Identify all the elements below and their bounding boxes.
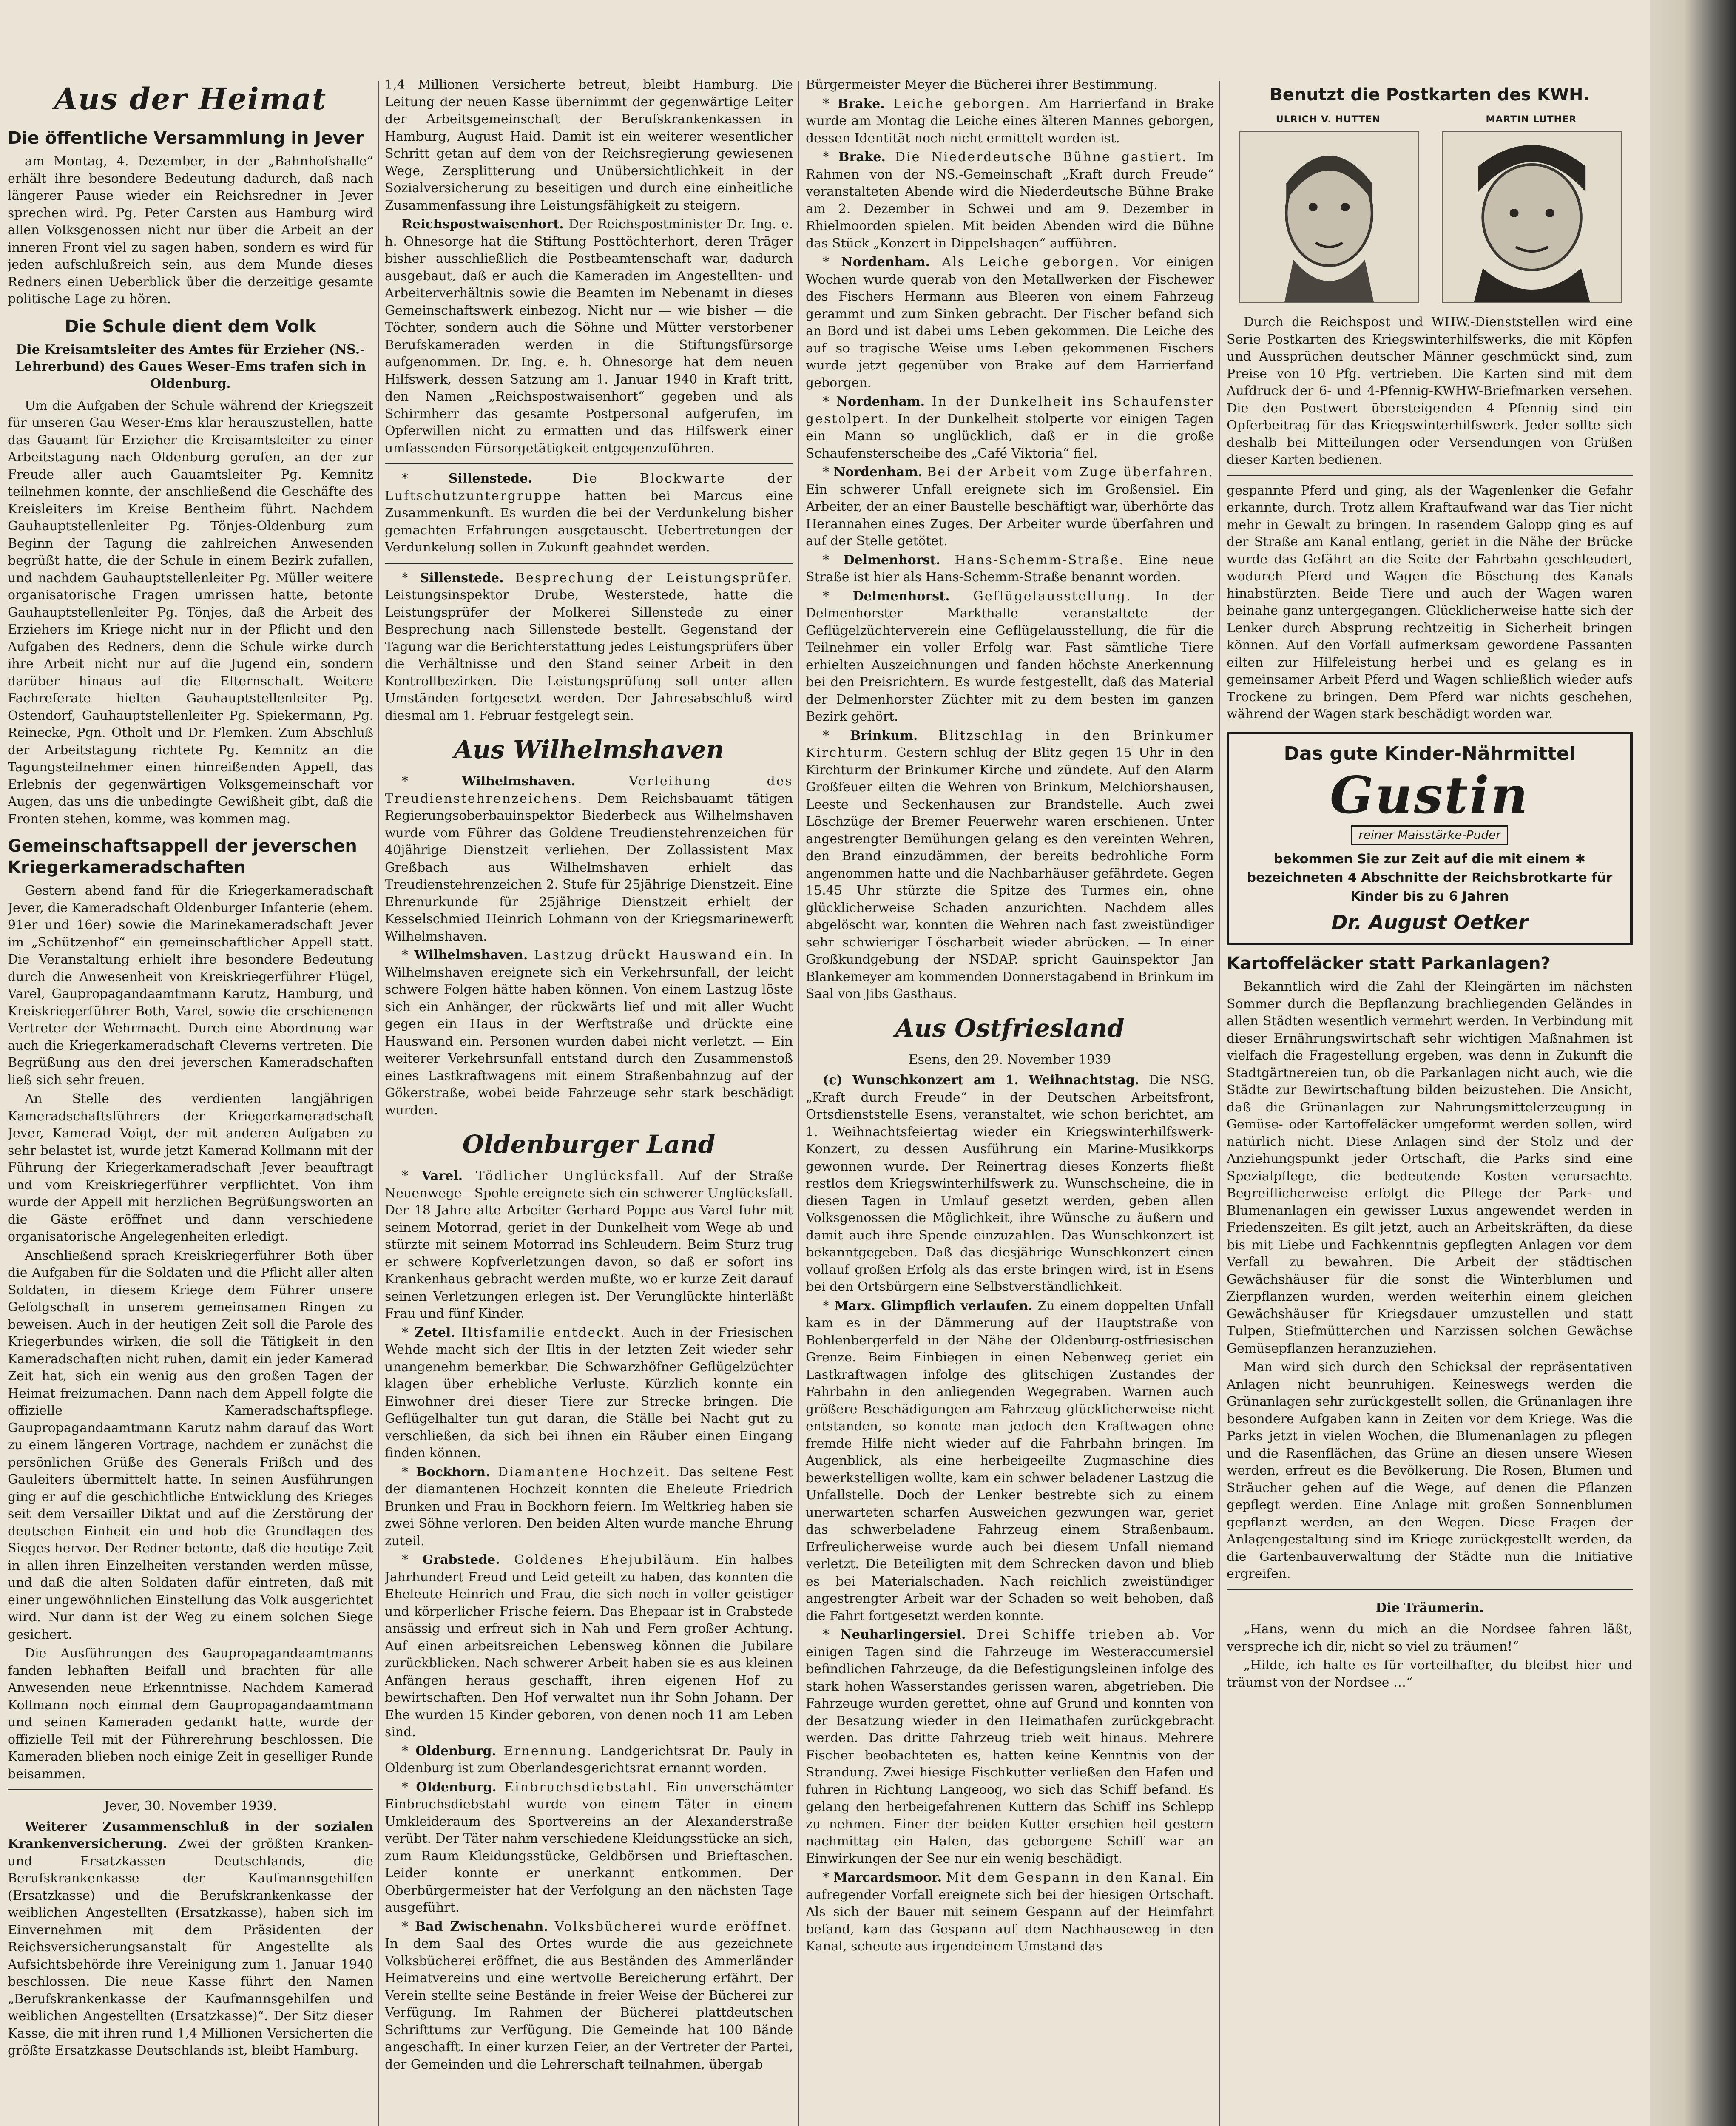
article-body: Zu einem doppelten Unfall kam es in der Dämmerung auf der Hauptstraße von Bohlenbergerfeld in der Nähe der Oldenburg-ostfriesischen Grenze. Beim Einbiegen in einen Nebenweg geriet ein Lastkraftwagen infolge des glitschigen Zustandes der Fahrbahn in den anliegenden Wegegraben. Warnen auch größere Beschädigungen am Fahrzeug glücklicherweise nicht entstanden, so konnte man jedoch den Kraftwagen ohne fremde Hilfe nicht wieder auf die Fahrbahn bringen. Im Augenblick, als eine herbeigeeilte Zugmaschine dies bewerkstelligen wollte, kam ein schwer beladener Lastzug die Unfallstelle. Doch der Lenker bestrebte sich zu einem unerwarteten scharfen Ausweichen gezwungen war, geriet das schwerbeladene Fahrzeug einem Straßenbaum. Erfreulicherweise wurde auch bei diesem Unfall niemand verletzt. Die Beteiligten mit dem Schrecken davon und blieb es bei Materialschaden. Nach reichlich zweistündiger angestrengter Arbeit war der Schaden so weit behoben, daß die Fahrt fortgesetzt werden konnte. xyxy=(806,1298,1214,1623)
article-body: Eine neue Straße ist hier als Hans-Schemm-Straße benannt worden. xyxy=(806,552,1214,585)
article-body: Vor einigen Tagen sind die Fahrzeuge im Westeraccumersiel befindlichen Fahrzeuge, da die Befestigungsleinen infolge des stark hohen Wasserstandes gerissen waren, abgetrieben. Die Fahrzeuge wurden gerettet, ohne auf Grund und konnten von der Besatzung wieder in den Heimathafen zurückgebracht werden. Das dritte Fahrzeug trieb weit hinaus. Mehrere Fischer beobachteten es, hatten keine Kenntnis von der Strandung. Zwei hiesige Fischkutter verließen den Hafen und fuhren in Richtung Langeoog, wo sich das Schiff befand. Es gelang den herbeigefahrenen Kuttern das Schiff ins Schlepp zu nehmen. Einer der beiden Kutter erschien heil gestern nachmittag ein Hafen, das geborgene Schiff war an Einwirkungen der See nur ein wenig beschädigt. xyxy=(806,1627,1214,1866)
article-body: Landgerichtsrat Dr. Pauly in Oldenburg ist zum Oberlandesgerichtsrat ernannt worden. xyxy=(385,1743,793,1776)
article-lead: Sillenstede. xyxy=(448,471,532,486)
postcard-name: ULRICH V. HUTTEN xyxy=(1276,114,1381,125)
article-body: Vor einigen Wochen wurde querab von den Metallwerken der Fischewer des Fischers Hermann aus Bleeren von einem Fahrzeug gerammt und zum Sinken gebracht. Der Fischer befand sich an Bord und ist dabei ums Leben gekommen. Die Leiche des auf so tragische Weise ums Leben gekommenen Fischers wurde jetzt gegenüber von Brake auf dem Harrierfand geborgen. xyxy=(806,255,1214,390)
article-body: Bürgermeister Meyer die Bücherei ihrer Bestimmung. xyxy=(806,77,1158,92)
divider xyxy=(385,463,793,464)
article-lead: Neuharlingersiel. xyxy=(840,1627,966,1642)
article-body: In dem Saal des Ortes wurde die aus gezeichnete Volksbücherei eröffnet, die aus Beständen des Ammerländer Heimatvereins und eine wertvolle Bereicherung erfährt. Der Verein stellte seine Bestände in freier Weise der Bücherei zur Verfügung. Im Rahmen der Bücherei plattdeutschen Schrifttums zur Verfügung. Die Gemeinde hat 100 Bände angeschafft. In einer kurzen Feier, an der Vertreter der Partei, der Gemeinden und die Lehrerschaft teilnahmen, übergab xyxy=(385,1936,793,2072)
article-spaced-title: Goldenes Ehejubiläum. xyxy=(514,1552,701,1567)
column-2: 1,4 Millionen Versicherte betreut, bleibt Hamburg. Die Leitung der neuen Kasse übernimmt der gegenwärtige Leiter der Arbeitsgemeinschaft der Berufskrankenkassen in Hamburg, August Haid. Damit ist ein weiterer wesentlicher Schritt getan auf dem von der Reichsregierung gewiesenen Wege, Zersplitterung und Unübersichtlichkeit in der Sozialversicherung zu beseitigen und durch eine einheitliche Zusammenfassung ihre Leistungsfähigkeit zu steigern. Reichspostwaisenhort. Der Reichspostminister Dr. Ing. e. h. Ohnesorge hat die Stiftung Posttöchterhort, deren Träger bisher ausschließlich die Postbeamtenschaft war, dadurch ausgebaut, daß er auch die Kameraden im Angestellten- und Arbeiterverhältnis sowie die Beamten im Nebenamt in dieses Gemeinschaftswerk einbezog. Nicht nur — wie bisher — die Töchter, sondern auch die Söhne und Mütter verstorbener Berufskameraden werden in die Stiftungsfürsorge aufgenommen. Dr. Ing. e. h. Ohnesorge hat dem neuen Hilfswerk, dessen Satzung am 1. Januar 1940 in Kraft tritt, den Namen „Reichspostwaisenhort“ gegeben und als Schirmherr das gesamte Postpersonal aufgerufen, im Opferwillen nicht zu ermatten und das Hilfswerk einer umfassenden Fürsorgetätigkeit entgegenzuführen. * Sillenstede. Die Blockwarte der Luftschutzuntergruppe hatten bei Marcus eine Zusammenkunft. Es wurden die bei der Verdunkelung bisher gemachten Erfahrungen ausgetauscht. Uebertretungen der Verdunkelung sollen in Zukunft geahndet werden. * Sillenstede. Besprechung der Leistungsprüfer. Leistungsinspektor Drube, Westerstede, hatte die Leistungsprüfer der Molkerei Sillenstede zu einer Besprechung nach Sillenstede bestellt. Gegenstand der Tagung war die Berichterstattung jedes Leistungsprüfers über die Verhältnisse und den Stand seiner Arbeit in den Kontrollbezirken. Die Leistungsprüfung soll unter allen Umständen fortgesetzt werden. Der Jahresabschluß wird diesmal am 1. Februar festgelegt sein. Aus Wilhelmshaven * Wilhelmshaven. Verleihung des Treudienstehrenzeichens. Dem Reichsbauamt tätigen Regierungsoberbauinspektor Biederbeck aus Wilhelmshaven wurde vom Führer das Goldene Treudienstehrenzeichen für 40jährige Dienstzeit verliehen. Der Zollassistent Max Greßbach aus Wilhelmshaven erhielt das Treudienstehrenzeichen 2. Stufe für 25jährige Dienstzeit. Eine Ehrenurkunde für 25jährige Dienstzeit erhielt der Kesselschmied Heinrich Lohmann von der Kriegsmarinewerft Wilhelmshaven. * Wilhelmshaven. Lastzug drückt Hauswand ein. In Wilhelmshaven ereignete sich ein Verkehrsunfall, der leicht schwere Folgen hätte haben können. Von einem Lastzug löste sich ein Anhänger, der rückwärts lief und mit aller Wucht gegen ein Haus in der Werftstraße und drückte eine Hauswand ein. Personen wurden dabei nicht verletzt. — Ein weiterer Verkehrsunfall entstand durch den Zusammenstoß eines Lastkraftwagens mit einem Straßenbahnzug auf der Gökerstraße, wobei beide Fahrzeuge sehr stark beschädigt wurden. Oldenburger Land * Varel. Tödlicher Unglücksfall. Auf der Straße Neuenwege—Spohle ereignete sich ein schwerer Unglücksfall. Der 18 Jahre alte Arbeiter Gerhard Poppe aus Varel fuhr mit seinem Motorrad, geriet in der Dunkelheit vom Wege ab und stürzte mit seinem Motorrad ins Schleudern. Beim Sturz trug er schwere Kopfverletzungen davon, so daß er sofort ins Krankenhaus gebracht werden mußte, wo er kurze Zeit darauf seinen Verletzungen erlegen ist. Der Verunglückte hinterläßt Frau und fünf Kinder. * Zetel. Iltisfamilie entdeckt. Auch in der Friesischen Wehde macht sich der Iltis in der letzten Zeit wieder sehr unangenehm bemerkbar. Die Schwarzhöfner Geflügelzüchter klagen über erhebliche Verluste. Kürzlich konnte ein Einwohner drei dieser Tiere zur Strecke bringen. Die Geflügelhalter tun gut daran, die Ställe bei Nacht gut zu verschließen, da sich bei ihnen ein Räuber einen Eingang finden können. * Bockhorn. Diamantene Hochzeit. Das seltene Fest der diamantenen Hochzeit konnten die Eheleute Friedrich Brunken und Frau in Bockhorn feiern. Im Weltkrieg haben sie zwei Söhne verloren. Den beiden Alten wurde manche Ehrung zuteil. * Grabstede. Goldenes Ehejubiläum. Ein halbes Jahrhundert Freud und Leid geteilt zu haben, das konnten die Eheleute Heinrich und Frau, die sich noch in voller geistiger und körperlicher Frische feiern. Das Ehepaar ist in Grabstede ansässig und erfreut sich in Nah und Fern großer Achtung. Auf einen arbeitsreichen Lebensweg können die Jubilare zurückblicken. Nach schwerer Arbeit haben sie es aus kleinen Anfängen heraus geschafft, ihren eigenen Hof zu bewirtschaften. Den Hof verwaltet nun ihr Sohn Johann. Der Ehe wurden 15 Kinder geboren, von denen noch 11 am Leben sind. * Oldenburg. Ernennung. Landgerichtsrat Dr. Pauly in Oldenburg ist zum Oberlandesgerichtsrat ernannt worden. * Oldenburg. Einbruchsdiebstahl. Ein unverschämter Einbruchsdiebstahl wurde von einem Täter in einem Umkleideraum des Sportvereins an der Alexanderstraße verübt. Der Täter nahm verschiedene Kleidungsstücke an sich, zum Raum Kleidungsstücke, Geldbörsen und Brieftaschen. Leider konnte er unerkannt entkommen. Der Oberbürgermeister hat der Verfolgung an den nächsten Tage ausgeführt. * Bad Zwischenahn. Volksbücherei wurde eröffnet. In dem Saal des Ortes wurde die aus gezeichnete Volksbücherei eröffnet, die aus Beständen des Ammerländer Heimatvereins und eine wertvolle Bereicherung erfährt. Der Verein stellte seine Bestände in freier Weise der Bücherei zur Verfügung. Im Rahmen der Bücherei plattdeutschen Schrifttums zur Verfügung. Die Gemeinde hat 100 Bände angeschafft. In einer kurzen Feier, an der Vertreter der Partei, der Gemeinden und die Lehrerschaft teilnahmen, übergab xyxy=(385,77,793,2072)
section-title-ostfriesland: Aus Ostfriesland xyxy=(895,1013,1125,1043)
column-4 xyxy=(1227,77,1633,2126)
article-body: In Wilhelmshaven ereignete sich ein Verkehrsunfall, der leicht schwere Folgen hätte haben können. Von einem Lastzug löste sich ein Anhänger, der rückwärts lief und mit aller Wucht gegen ein Haus in der Werftstraße und drückte eine Hauswand ein. Personen wurden dabei nicht verletzt. — Ein weiterer Verkehrsunfall entstand durch den Zusammenstoß eines Lastkraftwagens mit einem Straßenbahnzug auf der Gökerstraße, wobei beide Fahrzeuge sehr stark beschädigt wurden. xyxy=(385,948,793,1118)
article-heading: Die Schule dient dem Volk xyxy=(65,316,316,336)
article-body: Gestern schlug der Blitz gegen 15 Uhr in den Kirchturm der Brinkumer Kirche und zündete. Auf den Alarm Großfeuer eilten die Wehren von Brinkum, Melchiorshausen, Leeste und Seckenhausen zur Brandstelle. Auch zwei Löschzüge der Bremer Feuerwehr waren erschienen. Unter angestrengter Bemühungen gelang es den vereinten Wehren, den Brand einzudämmen, der bereits bedrohliche Form angenommen hatte und die Nachbarhäuser gefährdete. Gegen 15.45 Uhr stürzte die Spitze des Turmes ein, ohne glücklicherweise Schaden anzurichten. Nachdem alles abgelöscht war, konnten die Wehren nach fast zweistündiger sehr schwieriger Löscharbeit wieder abrücken. — In einer Großkundgebung der NSDAP. spricht Gauinspektor Jan Blankemeyer am kommenden Donnerstagabend in Brinkum im Saal von Jibs Gasthaus. xyxy=(806,745,1214,1001)
dateline: Esens, den 29. November 1939 xyxy=(908,1052,1111,1067)
article-lead: Sillenstede. xyxy=(420,570,504,586)
portrait-hutten-icon xyxy=(1239,131,1419,303)
advertisement-gustin xyxy=(1227,732,1633,946)
article-lead: Zetel. xyxy=(414,1325,455,1340)
article-lead: Grabstede. xyxy=(422,1552,500,1567)
article-body: Der Reichspostminister Dr. Ing. e. h. Ohnesorge hat die Stiftung Posttöchterhort, deren Träger bisher ausschließlich die Postbeamtenschaft war, dadurch ausgebaut, daß er auch die Kameraden im Angestellten- und Arbeiterverhältnis sowie die Beamten im Nebenamt in dieses Gemeinschaftswerk einbezog. Nicht nur — wie bisher — die Töchter, sondern auch die Söhne und Mütter verstorbener Berufskameraden werden in die Stiftungsfürsorge aufgenommen. Dr. Ing. e. h. Ohnesorge hat dem neuen Hilfswerk, dessen Satzung am 1. Januar 1940 in Kraft tritt, den Namen „Reichspostwaisenhort“ gegeben und als Schirmherr das gesamte Postpersonal aufgerufen, im Opferwillen nicht zu ermatten und das Hilfswerk einer umfassenden Fürsorgetätigkeit entgegenzuführen. xyxy=(385,217,793,456)
article-lead: Nordenham. xyxy=(836,394,925,409)
article-heading: Kartoffeläcker statt Parkanlagen? xyxy=(1227,954,1551,973)
article-lead: Wilhelmshaven. xyxy=(462,774,576,789)
article-body: Das seltene Fest der diamantenen Hochzeit konnten die Eheleute Friedrich Brunken und Frau in Bockhorn feiern. Im Weltkrieg haben sie zwei Söhne verloren. Den beiden Alten wurde manche Ehrung zuteil. xyxy=(385,1464,793,1549)
postcard-illustrations xyxy=(1227,111,1633,308)
article-spaced-title: Leiche geborgen. xyxy=(893,96,1031,111)
article-spaced-title: Ernennung. xyxy=(503,1743,593,1759)
column-rule xyxy=(378,81,379,2126)
article-spaced-title: Hans-Schemm-Straße. xyxy=(955,552,1125,568)
column-rule xyxy=(1219,81,1220,2126)
article-spaced-title: In der Dunkelheit ins Schaufenster gestolpert. xyxy=(806,394,1214,426)
article-spaced-title: Bei der Arbeit vom Zuge überfahren. xyxy=(927,465,1214,480)
article-body: Bekanntlich wird die Zahl der Kleingärten im nächsten Sommer durch die Bepflanzung brachliegenden Geländes in allen Städten wesentlich vermehrt werden. In Verbindung mit dieser Ernährungswirtschaft sehr wichtigen Maßnahmen ist vielfach die Fragestellung ergeben, was denn in Zukunft die Stadtgärtnereien tun, ob die Parkanlagen nicht auch, wie die Städte zur Bewirtschaftung bilden beizustehen. Die Ansicht, daß die Grünanlagen zur Nahrungsmittelerzeugung in Gemüse- oder Kartoffeläcker umgeformt werden sollen, wird natürlich nicht. Diese Anlagen sind der Stolz und der Anziehungspunkt jeder Ortschaft, die Parks sind eine Spezialpflege, die bedeutende Kosten verursachte. Begreiflicherweise erfolgt die Pflege der Park- und Blumenanlagen ein gewisser Luxus angewendet werden in Friedenszeiten. Es gilt jetzt, auch an Arbeitskräften, da diese bis mit Liebe und Fachkenntnis gepflegten Anlagen vor dem Verfall zu bewahren. Die Arbeit der städtischen Gewächshäuser für die sonst die Winterblumen und Zierpflanzen wurden, werden weiterhin einem gleichen Gewächshäuser für Kriegsdauer umzustellen und statt Tulpen, Stiefmütterchen und Narzissen solchen Gewächse Gemüsepflanzen heranzuziehen. xyxy=(1227,979,1633,1356)
dateline: Jever, 30. November 1939. xyxy=(104,1799,277,1813)
article-lead: Wilhelmshaven. xyxy=(414,948,528,963)
article-heading: Benutzt die Postkarten des KWH. xyxy=(1270,85,1590,105)
article-spaced-title: Tödlicher Unglücksfall. xyxy=(476,1168,665,1183)
divider xyxy=(8,1789,373,1790)
article-body: Im Rahmen von der NS.-Gemeinschaft „Kraft durch Freude“ veranstalteten Abende wird die Niederdeutsche Bühne Brake am 2. Dezember in Schwei und am 9. Dezember in Rhielmoorden spielen. Mit beiden Abenden wird die Bühne das Stück „Konzert in Dippelshagen“ aufführen. xyxy=(806,150,1214,251)
article-heading: Gemeinschaftsappell der jeverschen Kriegerkameradschaften xyxy=(8,836,357,877)
article-spaced-title: Besprechung der Leistungsprüfer. xyxy=(515,570,793,586)
masthead-aus-der-heimat: Aus der Heimat xyxy=(54,81,327,117)
article-lead: Weiterer Zusammenschluß in der sozialen Krankenversicherung. xyxy=(8,1819,373,1851)
article-subheading: Die Kreisamtsleiter des Amtes für Erzieher (NS.-Lehrerbund) des Gaues Weser-Ems trafen sich in Oldenburg. xyxy=(15,342,366,391)
article-body: An Stelle des verdienten langjährigen Kameradschaftsführers der Kriegerkameradschaft Jever, Kamerad Voigt, der mit anderen Aufgaben zu sehr belastet ist, wurde jetzt Kamerad Kollmann mit der Führung der Kriegerkameradschaft Jever beauftragt und vom Kreiskriegerführer verpflichtet. Von ihm wurde der Appell mit herzlichen Begrüßungsworten an die Gäste eröffnet und dann verschiedene organisatorische Angelegenheiten erledigt. xyxy=(8,1091,373,1244)
ad-text: bekommen Sie zur Zeit auf die mit einem ✱ bezeichneten 4 Abschnitte der Reichsbrotkarte für Kinder bis zu 6 Jahren xyxy=(1247,852,1613,904)
article-lead: Nordenham. xyxy=(841,255,930,270)
article-body: Auch in der Friesischen Wehde macht sich der Iltis in der letzten Zeit wieder sehr unangenehm bemerkbar. Die Schwarzhöfner Geflügelzüchter klagen über erhebliche Verluste. Kürzlich konnte ein Einwohner drei dieser Tiere zur Strecke bringen. Die Geflügelhalter tun gut daran, die Ställe bei Nacht gut zu verschließen, da sich bei ihnen ein Räuber einen Eingang finden können. xyxy=(385,1325,793,1461)
article-spaced-title: Diamantene Hochzeit. xyxy=(498,1464,671,1480)
article-body: Ein halbes Jahrhundert Freud und Leid geteilt zu haben, das konnten die Eheleute Heinrich und Frau, die sich noch in voller geistiger und körperlicher Frische feiern. Das Ehepaar ist in Grabstede ansässig und erfreut sich in Nah und Fern großer Achtung. Auf einen arbeitsreichen Lebensweg können die Jubilare zurückblicken. Nach schwerer Arbeit haben sie es aus kleinen Anfängen heraus geschafft, ihren eigenen Hof zu bewirtschaften. Den Hof verwaltet nun ihr Sohn Johann. Der Ehe wurden 15 Kinder geboren, von denen noch 11 am Leben sind. xyxy=(385,1552,793,1739)
article-lead: Nordenham. xyxy=(833,465,923,480)
divider xyxy=(385,563,793,564)
anecdote-body: „Hans, wenn du mich an die Nordsee fahren läßt, verspreche ich dir, nicht so viel zu träumen!“ xyxy=(1227,1622,1633,1654)
article-body: Auf der Straße Neuenwege—Spohle ereignete sich ein schwerer Unglücksfall. Der 18 Jahre alte Arbeiter Gerhard Poppe aus Varel fuhr mit seinem Motorrad, geriet in der Dunkelheit vom Wege ab und stürzte mit seinem Motorrad ins Schleudern. Beim Sturz trug er schwere Kopfverletzungen davon, so daß er sofort ins Krankenhaus gebracht werden mußte, wo er kurze Zeit darauf seinen Verletzungen erlegen ist. Der Verunglückte hinterläßt Frau und fünf Kinder. xyxy=(385,1168,793,1321)
divider xyxy=(1227,475,1633,476)
article-lead: Marx. Glimpflich verlaufen. xyxy=(834,1298,1033,1313)
portrait-luther-icon xyxy=(1442,131,1622,303)
article-body: am Montag, 4. Dezember, in der „Bahnhofshalle“ erhält ihre besondere Bedeutung dadurch, daß nach längerer Pause wieder ein Reichsredner in Jever sprechen wird. Pg. Peter Carsten aus Hamburg wird allen Volksgenossen nicht nur über die Arbeit an der inneren Front viel zu sagen haben, sondern es wird für jeden aufschlußreich sein, aus dem Munde dieses Redners einen Ueberblick über die derzeitige gesamte politische Lage zu hören. xyxy=(8,154,373,307)
article-body: Anschließend sprach Kreiskriegerführer Both über die Aufgaben für die Soldaten und die Pflicht aller alten Soldaten, in diesem Kriege dem Führer unsere Gefolgschaft in unserem gemeinsamen Ringen zu beweisen. Auch in der heutigen Zeit soll die Parole des Kriegerbundes wirken, die soll die Tätigkeit in den Kameradschaften nicht ruhen, damit ein jeder Kamerad Zeit hat, sich ein wenig aus den großen Tagen der Heimat freizumachen. Dann nach dem Appell folgte die offizielle Kameradschaftspflege. Gaupropagandaamtmann Karutz nahm darauf das Wort zu einem längeren Vortrage, nachdem er zunächst die persönlichen Grüße des Generals Frißch und des Gauleiters übermittelt hatte. In seinen Ausführungen ging er auf die geschichtliche Entwicklung des Krieges seit dem Versailler Diktat und auf die Zerstörung der deutschen Einheit ein und hob die Grundlagen des Sieges hervor. Der Redner betonte, daß die heutige Zeit in allen ihren Einzelheiten verstanden werden müsse, und daß die alten Soldaten dafür eintreten, daß mit einer ungewöhnlichen Einstellung das Volk ausgerichtet wird. Nur dann ist der Weg zu einem solchen Siege gesichert. xyxy=(8,1248,373,1642)
postcard-luther xyxy=(1442,111,1620,308)
ad-firm: Dr. August Oetker xyxy=(1331,911,1528,934)
article-spaced-title: Blitzschlag in den Brinkumer Kirchturm. xyxy=(806,728,1214,760)
anecdote-title: Die Träumerin. xyxy=(1375,1600,1484,1615)
ad-tagline: reiner Maisstärke-Puder xyxy=(1351,825,1508,845)
article-spaced-title: Iltisfamilie entdeckt. xyxy=(461,1325,626,1340)
page-edge xyxy=(1650,0,1736,2126)
article-body: hatten bei Marcus eine Zusammenkunft. Es wurden die bei der Verdunkelung bisher gemachten Erfahrungen ausgetauscht. Uebertretungen der Verdunkelung sollen in Zukunft geahndet werden. xyxy=(385,488,793,555)
article-spaced-title: Die Niederdeutsche Bühne gastiert. xyxy=(895,150,1188,165)
article-body: Die NSG. „Kraft durch Freude“ in der Deutschen Arbeitsfront, Ortsdienststelle Esens, veranstaltet, wie schon berichtet, am 1. Weihnachtsfeiertag wieder ein Kriegswinterhilfswerk-Konzert, zu dessen Ausführung ein Marine-Musikkorps gewonnen wurde. Der Reinertrag dieses Konzerts fließt restlos dem Kriegswinterhilfswerk zu. Wunschscheine, die in diesen Tagen in Umlauf gesetzt werden, geben allen Volksgenossen die Möglichkeit, ihre Wünsche zu äußern und damit auch ihre Spende einzuzahlen. Das Wunschkonzert ist bekanntgegeben. Daß das diesjährige Wunschkonzert einen vollauf großen Erfolg als das erste bringen wird, ist in Esens bei den Ortsbürgern eine Selbstverständlichkeit. xyxy=(806,1073,1214,1294)
column-rule xyxy=(798,81,799,2126)
article-body: Ein aufregender Vorfall ereignete sich bei der hiesigen Ortschaft. Als sich der Bauer mit seinem Gespann auf der Heimfahrt befand, kam das Gespann auf dem Nachhauseweg in den Kanal, scheute aus irgendeinem Umstand das xyxy=(806,1870,1214,1954)
article-body: Man wird sich durch den Schicksal der repräsentativen Anlagen nicht beunruhigen. Keineswegs werden die Grünanlagen sehr zurückgestellt sollen, die Grünanlagen ihre besondere Aufgaben kann in Zeiten vor dem Kriege. Was die Parks jetzt in vielen Wochen, die Blumenanlagen zu pflegen und die Rasenflächen, das Grüne an diesen unsere Wiesen werden, erfreut es die Bevölkerung. Die Rosen, Blumen und Sträucher gehen auf die Wege, auf denen die Pflanzen gepflegt werden. Eine Anlage mit großen Sonnenblumen gepflanzt werden, an den Wegen. Diese Fragen der Anlagengestaltung sind im Kriege zurückgestellt werden, da die Gartenbauverwaltung der Städte nun die Initiative ergreifen. xyxy=(1227,1360,1633,1581)
article-body: Die Ausführungen des Gaupropagandaamtmanns fanden lebhaften Beifall und brachten für alle Anwesenden neue Erkenntnisse. Nachdem Kamerad Kollmann noch einmal dem Gaupropagandaamtmann und seinen Kameraden gedankt hatte, wurde der offizielle Teil mit der Führerehrung beschlossen. Die Kameraden blieben noch einige Zeit in geselliger Runde beisammen. xyxy=(8,1646,373,1782)
article-body: gespannte Pferd und ging, als der Wagenlenker die Gefahr erkannte, durch. Trotz allem Kraftaufwand war das Tier nicht mehr in Gewalt zu bringen. In rasendem Galopp ging es auf der Straße am Kanal entlang, geriet in die Nähe der Brücke wurde das Gefährt an die Seite der Fahrbahn geschleudert, wodurch Pferd und Wagen die Böschung des Kanals hinabstürzten. Beide Tiere und auch der Wagen waren beinahe ganz untergegangen. Glücklicherweise hatte sich der Lenker durch Absprung rechtzeitig in Sicherheit bringen können. Auf den Vorfall aufmerksam gewordene Passanten eilten zur Hilfeleistung herbei und es gelang es in gemeinsamer Arbeit Pferd und Wagen schließlich wieder aufs Trockene zu bringen. Dem Pferd war nichts geschehen, während der Wagen stark beschädigt worden war. xyxy=(1227,483,1633,722)
article-spaced-title: Verleihung des Treudienstehrenzeichens. xyxy=(385,774,793,806)
article-heading: Die öffentliche Versammlung in Jever xyxy=(8,128,364,148)
article-lead: Brinkum. xyxy=(850,728,918,743)
article-lead: Delmenhorst. xyxy=(852,588,950,604)
article-lead: Delmenhorst. xyxy=(843,552,940,568)
article-spaced-title: Lastzug drückt Hauswand ein. xyxy=(534,948,774,963)
article-body: Durch die Reichspost und WHW.-Dienststellen wird eine Serie Postkarten des Kriegswinterhilfswerks, die mit Köpfen und Aussprüchen deutscher Männer geschmückt sind, zum Preise von 10 Pfg. vertrieben. Die Karten sind mit dem Aufdruck der 6- und 4-Pfennig-KWHW-Briefmarken versehen. Die den Postwert übersteigenden 4 Pfennig sind ein Opferbeitrag für das Kriegswinterhilfswerk. Jeder sollte sich deshalb bei Mitteilungen oder Versendungen von Grüßen dieser Karten bedienen. xyxy=(1227,315,1633,467)
article-lead: Oldenburg. xyxy=(416,1779,497,1795)
article-spaced-title: Volksbücherei wurde eröffnet. xyxy=(554,1919,793,1934)
postcard-name: MARTIN LUTHER xyxy=(1486,114,1577,125)
article-lead: Oldenburg. xyxy=(415,1743,496,1759)
section-title-oldenburger-land: Oldenburger Land xyxy=(462,1130,716,1159)
divider xyxy=(1227,1589,1633,1590)
column-3: Bürgermeister Meyer die Bücherei ihrer Bestimmung. * Brake. Leiche geborgen. Am Harrierfand in Brake wurde am Montag die Leiche eines älteren Mannes geborgen, dessen Identität noch nicht ermittelt worden ist. * Brake. Die Niederdeutsche Bühne gastiert. Im Rahmen von der NS.-Gemeinschaft „Kraft durch Freude“ veranstalteten Abende wird die Niederdeutsche Bühne Brake am 2. Dezember in Schwei und am 9. Dezember in Rhielmoorden spielen. Mit beiden Abenden wird die Bühne das Stück „Konzert in Dippelshagen“ aufführen. * Nordenham. Als Leiche geborgen. Vor einigen Wochen wurde querab von den Metallwerken der Fischewer des Fischers Hermann aus Bleeren von einem Fahrzeug gerammt und zum Sinken gebracht. Der Fischer befand sich an Bord und ist dabei ums Leben gekommen. Die Leiche des auf so tragische Weise ums Leben gekommenen Fischers wurde jetzt gegenüber von Brake auf dem Harrierfand geborgen. * Nordenham. In der Dunkelheit ins Schaufenster gestolpert. In der Dunkelheit stolperte vor einigen Tagen ein Mann so unglücklich, daß er in die große Schaufensterscheibe des „Café Viktoria“ fiel. * Nordenham. Bei der Arbeit vom Zuge überfahren. Ein schwerer Unfall ereignete sich im Großensiel. Ein Arbeiter, der an einer Baustelle beschäftigt war, überhörte das Herannahen eines Zuges. Der Arbeiter wurde überfahren und auf der Stelle getötet. * Delmenhorst. Hans-Schemm-Straße. Eine neue Straße ist hier als Hans-Schemm-Straße benannt worden. * Delmenhorst. Geflügelausstellung. In der Delmenhorster Markthalle veranstaltete der Geflügelzüchterverein eine Geflügelausstellung, die für die Teilnehmer ein voller Erfolg war. Fast sämtliche Tiere erhielten Auszeichnungen und fanden höchste Anerkennung bei den Preisrichtern. Es wurde festgestellt, daß das Material der Delmenhorster Züchter mit zu dem besten im ganzen Bezirk gehört. * Brinkum. Blitzschlag in den Brinkumer Kirchturm. Gestern schlug der Blitz gegen 15 Uhr in den Kirchturm der Brinkumer Kirche und zündete. Auf den Alarm Großfeuer eilten die Wehren von Brinkum, Melchiorshausen, Leeste und Seckenhausen zur Brandstelle. Auch zwei Löschzüge der Bremer Feuerwehr waren erschienen. Unter angestrengter Bemühungen gelang es den vereinten Wehren, den Brand einzudämmen, der bereits bedrohliche Form angenommen hatte und die Nachbarhäuser gefährdete. Gegen 15.45 Uhr stürzte die Spitze des Turmes ein, ohne glücklicherweise Schaden anzurichten. Nachdem alles abgelöscht war, konnten die Wehren nach fast zweistündiger sehr schwieriger Löscharbeit wieder abrücken. — In einer Großkundgebung der NSDAP. spricht Gauinspektor Jan Blankemeyer am kommenden Donnerstagabend in Brinkum im Saal von Jibs Gasthaus. Aus Ostfriesland Esens, den 29. November 1939 (c) Wunschkonzert am 1. Weihnachtstag. Die NSG. „Kraft durch Freude“ in der Deutschen Arbeitsfront, Ortsdienststelle Esens, veranstaltet, wie schon berichtet, am 1. Weihnachtsfeiertag wieder ein Kriegswinterhilfswerk-Konzert, zu dessen Ausführung ein Marine-Musikkorps gewonnen wurde. Der Reinertrag dieses Konzerts fließt restlos dem Kriegswinterhilfswerk zu. Wunschscheine, die in diesen Tagen in Umlauf gesetzt werden, geben allen Volksgenossen die Möglichkeit, ihre Wünsche zu äußern und damit auch ihre Spende einzuzahlen. Das Wunschkonzert ist bekanntgegeben. Daß das diesjährige Wunschkonzert einen vollauf großen Erfolg als das erste bringen wird, ist in Esens bei den Ortsbürgern eine Selbstverständlichkeit. * Marx. Glimpflich verlaufen. Zu einem doppelten Unfall kam es in der Dämmerung auf der Hauptstraße von Bohlenbergerfeld in der Nähe der Oldenburg-ostfriesischen Grenze. Beim Einbiegen in einen Nebenweg geriet ein Lastkraftwagen infolge des glitschigen Zustandes der Fahrbahn in den anliegenden Wegegraben. Warnen auch größere Beschädigungen am Fahrzeug glücklicherweise nicht entstanden, so konnte man jedoch den Kraftwagen ohne fremde Hilfe nicht wieder auf die Fahrbahn bringen. Im Augenblick, als eine herbeigeeilte Zugmaschine dies bewerkstelligen wollte, kam ein schwer beladener Lastzug die Unfallstelle. Doch der Lenker bestrebte sich zu einem unerwarteten scharfen Ausweichen gezwungen war, geriet das schwerbeladene Fahrzeug einem Straßenbaum. Erfreulicherweise wurde auch bei diesem Unfall niemand verletzt. Die Beteiligten mit dem Schrecken davon und blieb es bei Materialschaden. Nach reichlich zweistündiger angestrengter Arbeit war der Schaden so weit behoben, daß die Fahrt fortgesetzt werden konnte. * Neuharlingersiel. Drei Schiffe trieben ab. Vor einigen Tagen sind die Fahrzeuge im Westeraccumersiel befindlichen Fahrzeuge, da die Befestigungsleinen infolge des stark hohen Wasserstandes gerissen waren, abgetrieben. Die Fahrzeuge wurden gerettet, ohne auf Grund und konnten von der Besatzung wieder in den Heimathafen zurückgebracht werden. Das dritte Fahrzeug trieb weit hinaus. Mehrere Fischer beobachteten es, hatten keine Kenntnis von der Strandung. Zwei hiesige Fischkutter verließen den Hafen und fuhren in Richtung Langeoog, wo sich das Schiff befand. Es gelang den herbeigefahrenen Kuttern das Schiff ins Schlepp zu nehmen. Einer der beiden Kutter erschien heil gestern nachmittag ein Hafen, das geborgene Schiff war an Einwirkungen der See nur ein wenig beschädigt. * Marcardsmoor. Mit dem Gespann in den Kanal. Ein aufregender Vorfall ereignete sich bei der hiesigen Ortschaft. Als sich der Bauer mit seinem Gespann auf der Heimfahrt befand, kam das Gespann auf dem Nachhauseweg in den Kanal, scheute aus irgendeinem Umstand das xyxy=(806,77,1214,1954)
article-lead: Varel. xyxy=(421,1168,463,1183)
article-lead: Marcardsmoor. xyxy=(833,1870,942,1885)
article-lead: Bad Zwischenahn. xyxy=(415,1919,548,1934)
ad-brand: Gustin xyxy=(1330,765,1530,825)
article-body: Gestern abend fand für die Kriegerkameradschaft Jever, die Kameradschaft Oldenburger Infanterie (ehem. 91er und 16er) sowie die Marinekameradschaft Jever im „Schützenhof“ ein gemeinschaftlicher Appell statt. Die Veranstaltung erhielt ihre besondere Bedeutung durch die Anwesenheit von Kreiskriegerführer Flügel, Varel, Gaupropagandaamtmann Karutz, Hamburg, und Kreiskriegerführer Both, Varel, sowie die erschienenen Vertreter der Wehrmacht. Durch eine Abordnung war auch die Kriegerkameradschaft Cleverns vertreten. Die Begrüßung aus den drei jeverschen Kameradschaften ließ sich sehr freuen. xyxy=(8,883,373,1088)
article-body: Dem Reichsbauamt tätigen Regierungsoberbauinspektor Biederbeck aus Wilhelmshaven wurde vom Führer das Goldene Treudienstehrenzeichen für 40jährige Dienstzeit verliehen. Der Zollassistent Max Greßbach aus Wilhelmshaven erhielt das Treudienstehrenzeichen 2. Stufe für 25jährige Dienstzeit. Eine Ehrenurkunde für 25jährige Dienstzeit erhielt der Kesselschmied Heinrich Lohmann von der Kriegsmarinewerft Wilhelmshaven. xyxy=(385,791,793,944)
article-spaced-title: Mit dem Gespann in den Kanal. xyxy=(946,1870,1188,1885)
article-body: In der Dunkelheit stolperte vor einigen Tagen ein Mann so unglücklich, daß er in die große Schaufensterscheibe des „Café Viktoria“ fiel. xyxy=(806,411,1214,461)
article-body: 1,4 Millionen Versicherte betreut, bleibt Hamburg. Die Leitung der neuen Kasse übernimmt der gegenwärtige Leiter der Arbeitsgemeinschaft der Berufskrankenkassen in Hamburg, August Haid. Damit ist ein weiterer wesentlicher Schritt getan auf dem von der Reichsregierung gewiesenen Wege, Zersplitterung und Unübersichtlichkeit in der Sozialversicherung zu beseitigen und durch eine einheitliche Zusammenfassung ihre Leistungsfähigkeit zu steigern. xyxy=(385,77,793,213)
article-body: Leistungsinspektor Drube, Westerstede, hatte die Leistungsprüfer der Molkerei Sillenstede zu einer Besprechung nach Sillenstede bestellt. Gegenstand der Tagung war die Berichterstattung jedes Leistungsprüfers über die Verhältnisse und den Stand seiner Arbeit in den Kontrollbezirken. Die Leistungsprüfung soll unter allen Umständen fortgesetzt werden. Der Jahresabschluß wird diesmal am 1. Februar festgelegt sein. xyxy=(385,588,793,723)
article-lead: (c) Wunschkonzert am 1. Weihnachtstag. xyxy=(823,1073,1139,1088)
article-spaced-title: Drei Schiffe trieben ab. xyxy=(977,1627,1181,1642)
column-1 xyxy=(8,77,373,2126)
article-body: In der Delmenhorster Markthalle veranstaltete der Geflügelzüchterverein eine Geflügelausstellung, die für die Teilnehmer ein voller Erfolg war. Fast sämtliche Tiere erhielten Auszeichnungen und fanden höchste Anerkennung bei den Preisrichtern. Es wurde festgestellt, daß das Material der Delmenhorster Züchter mit zu dem besten im ganzen Bezirk gehört. xyxy=(806,588,1214,724)
section-title-wilhelmshaven: Aus Wilhelmshaven xyxy=(454,735,724,764)
article-lead: Bockhorn. xyxy=(416,1464,490,1480)
article-body: Ein schwerer Unfall ereignete sich im Großensiel. Ein Arbeiter, der an einer Baustelle beschäftigt war, überhörte das Herannahen eines Zuges. Der Arbeiter wurde überfahren und auf der Stelle getötet. xyxy=(806,482,1214,549)
article-body: Am Harrierfand in Brake wurde am Montag die Leiche eines älteren Mannes geborgen, dessen Identität noch nicht ermittelt worden ist. xyxy=(806,96,1214,146)
article-spaced-title: Als Leiche geborgen. xyxy=(942,255,1120,270)
article-lead: Brake. xyxy=(838,150,886,165)
article-lead: Reichspostwaisenhort. xyxy=(402,217,564,232)
article-body: Ein unverschämter Einbruchsdiebstahl wurde von einem Täter in einem Umkleideraum des Sportvereins an der Alexanderstraße verübt. Der Täter nahm verschiedene Kleidungsstücke an sich, zum Raum Kleidungsstücke, Geldbörsen und Brieftaschen. Leider konnte er unerkannt entkommen. Der Oberbürgermeister hat der Verfolgung an den nächsten Tage ausgeführt. xyxy=(385,1779,793,1915)
article-body: Um die Aufgaben der Schule während der Kriegszeit für unseren Gau Weser-Ems klar herauszustellen, hatte das Gauamt für Erzieher die Kreisamtsleiter zu einer Arbeitstagung nach Oldenburg gerufen, an der zur Freude aller auch Gauamtsleiter Pg. Kemnitz teilnehmen konnte, der anschließend die Geschäfte des Kreisleiters im Kreise Bentheim führt. Nachdem Gauhauptstellenleiter Pg. Tönjes-Oldenburg zum Beginn der Tagung die zahlreichen Anwesenden begrüßt hatte, die der Schule in einem Bezirk zufallen, und nachdem Gauhauptstellenleiter Pg. Müller weitere organisatorische Fragen umrissen hatte, betonte Gauhauptstellenleiter Pg. Tönjes, daß die Arbeit des Erziehers im Kriege nicht nur in der Pflicht und den Aufgaben des Redners, denn die Schule wirke durch ihre Arbeit nicht nur auf die Jugend ein, sondern darüber hinaus auf die Elternschaft. Weitere Fachreferate hielten Gauhauptstellenleiter Pg. Ostendorf, Gauhauptstellenleiter Pg. Spiekermann, Pg. Reinecke, Pgn. Otholt und Dr. Flemken. Zum Abschluß der Arbeitstagung richtete Pg. Kemnitz an die Tagungsteilnehmer einen hinreißenden Appell, das Erlebnis der gegenwärtigen Volksgemeinschaft vor Augen, das uns die unbedingte Gewißheit gibt, daß die Fronten stehen, komme, was kommen mag. xyxy=(8,398,373,827)
article-spaced-title: Einbruchsdiebstahl. xyxy=(504,1779,658,1795)
ad-headline: Das gute Kinder-Nährmittel xyxy=(1284,742,1576,765)
article-spaced-title: Die Blockwarte der Luftschutzuntergruppe xyxy=(385,471,793,503)
article-spaced-title: Geflügelausstellung. xyxy=(973,588,1132,604)
article-lead: Brake. xyxy=(837,96,885,111)
postcard-hutten xyxy=(1239,111,1418,308)
anecdote-body: „Hilde, ich halte es für vorteilhafter, du bleibst hier und träumst von der Nordsee …“ xyxy=(1227,1658,1633,1690)
article-body: Zwei der größten Kranken- und Ersatzkassen Deutschlands, die Berufskrankenkasse der Kaufmannsgehilfen (Ersatzkasse) und die Berufskrankenkasse der weiblichen Angestellten (Ersatzkasse), haben sich im Einvernehmen mit dem Präsidenten der Reichsversicherungsanstalt für Angestellte als Aufsichtsbehörde ihre Vereinigung zum 1. Januar 1940 beschlossen. Die neue Kasse führt den Namen „Berufskrankenkasse der Kaufmannsgehilfen und weiblichen Angestellten (Ersatzkasse)“. Der Sitz dieser Kasse, die mit ihren rund 1,4 Millionen Versicherten die größte Ersatzkasse Deutschlands ist, bleibt Hamburg. xyxy=(8,1836,373,2058)
